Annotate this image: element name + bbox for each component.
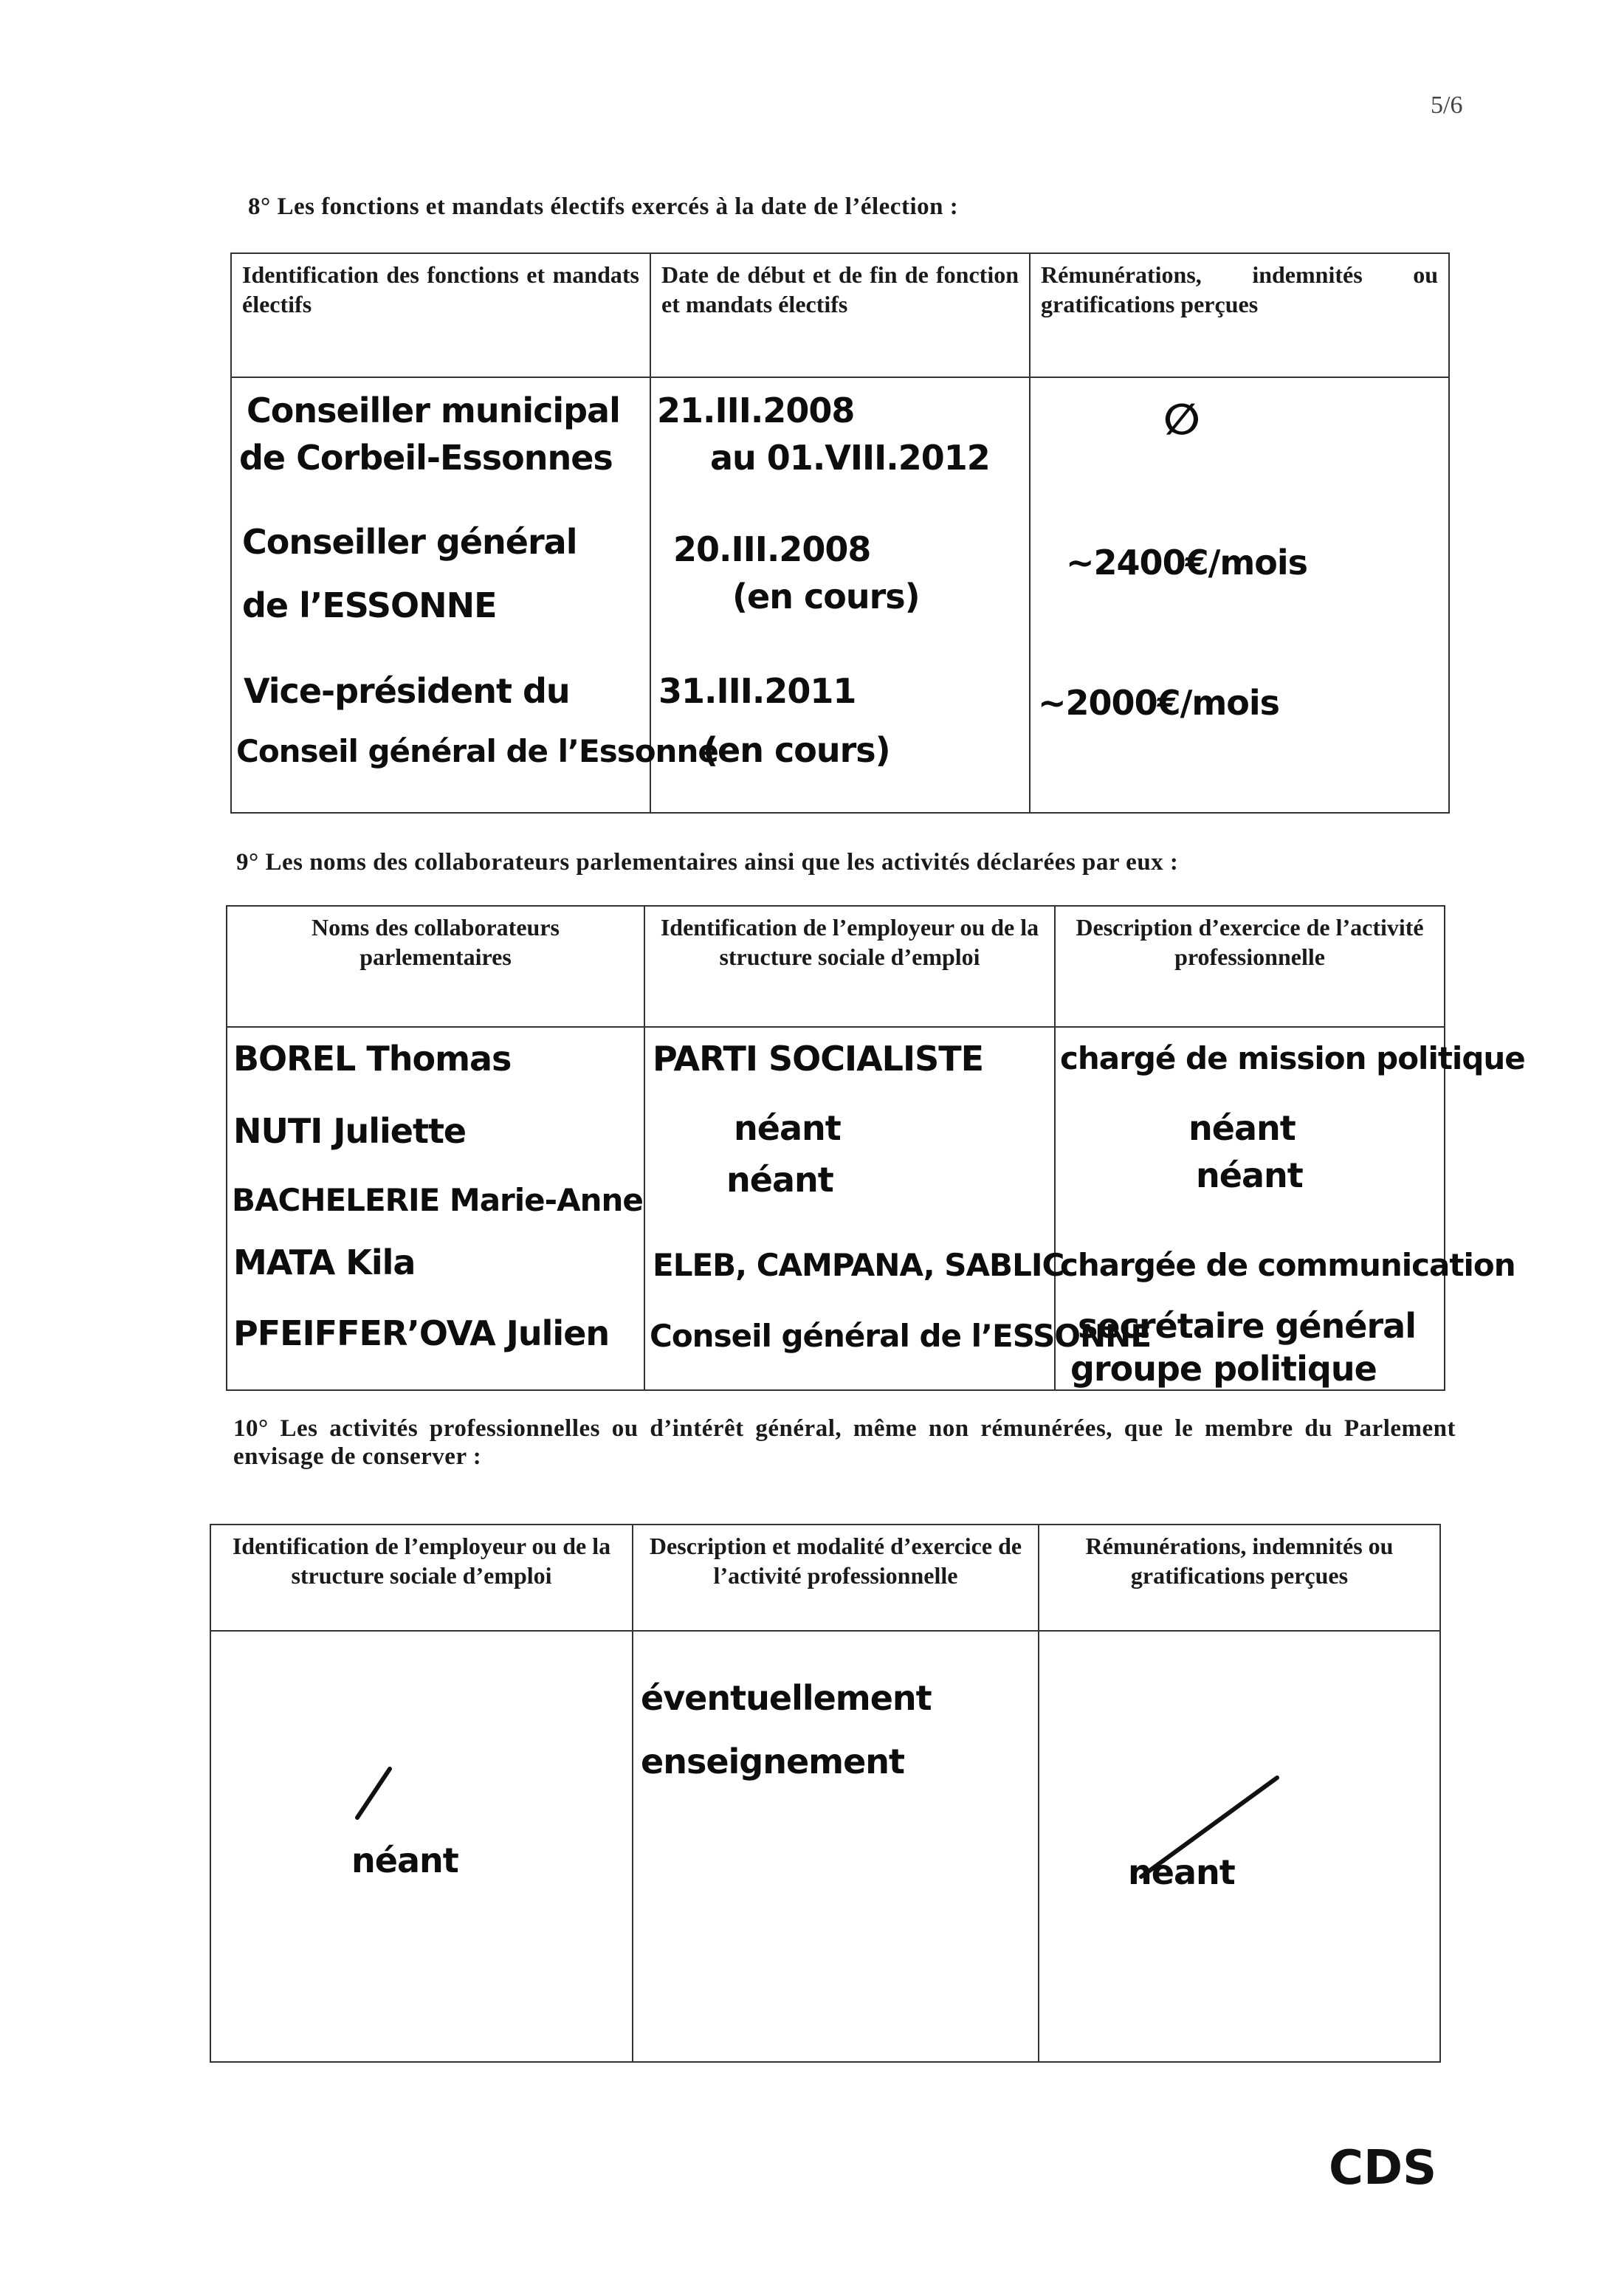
page-number: 5/6 [1431, 92, 1463, 119]
handwritten-entry: MATA Kila [233, 1242, 416, 1282]
table-cell [633, 1631, 1039, 2062]
handwritten-entry: enseignement [641, 1742, 905, 1781]
handwritten-entry: néant [1128, 1852, 1235, 1892]
table-cell [650, 377, 1030, 813]
signature-initials: CDS [1329, 2141, 1437, 2196]
handwritten-entry: ~2000€/mois [1038, 683, 1280, 723]
handwritten-entry: (en cours) [703, 730, 890, 770]
handwritten-entry: secrétaire général [1078, 1306, 1416, 1346]
handwritten-entry: néant [1196, 1155, 1303, 1195]
handwritten-entry: chargé de mission politique [1060, 1040, 1525, 1076]
handwritten-entry: Conseil général de l’Essonne [236, 733, 718, 769]
table-header: Noms des collaborateurs parlementaires [227, 906, 644, 1027]
section-9-table [226, 905, 1525, 1391]
handwritten-entry: de l’ESSONNE [242, 585, 497, 625]
table-header: Description et modalité d’exercice de l’activité professionnelle [633, 1525, 1039, 1631]
handwritten-entry: PFEIFFER’OVA Julien [233, 1313, 610, 1353]
handwritten-entry: néant [734, 1108, 841, 1148]
handwritten-entry: 20.III.2008 [673, 529, 871, 569]
handwritten-entry: néant [1188, 1108, 1296, 1148]
section-10-table [210, 1524, 1441, 2063]
table-header: Date de début et de fin de fonction et mandats électifs [650, 253, 1030, 377]
section-9-title: 9° Les noms des collaborateurs parlementaires ainsi que les activités déclarées par eux : [236, 849, 1179, 876]
table-header: Description d’exercice de l’activité professionnelle [1055, 906, 1445, 1027]
handwritten-entry: néant [351, 1840, 458, 1880]
handwritten-entry: Vice-président du [244, 671, 570, 711]
table-header: Rémunérations, indemnités ou gratifications perçues [1030, 253, 1449, 377]
handwritten-entry: 31.III.2011 [658, 671, 856, 711]
handwritten-entry: Conseiller général [242, 522, 577, 562]
table-cell [227, 1027, 644, 1390]
table-header: Identification des fonctions et mandats électifs [231, 253, 650, 377]
handwritten-entry: 21.III.2008 [657, 391, 855, 430]
section-8-title: 8° Les fonctions et mandats électifs exercés à la date de l’élection : [248, 193, 959, 220]
handwritten-entry: groupe politique [1070, 1349, 1377, 1389]
handwritten-entry: de Corbeil-Essonnes [239, 438, 613, 478]
dash-stroke [351, 1764, 396, 1824]
section-8-table [230, 252, 1450, 814]
table-cell [210, 1631, 633, 2062]
table-cell [1039, 1631, 1440, 2062]
table-header: Identification de l’employeur ou de la structure sociale d’emploi [210, 1525, 633, 1631]
table-header: Rémunérations, indemnités ou gratifications perçues [1039, 1525, 1440, 1631]
table-cell [1030, 377, 1449, 813]
handwritten-entry: chargée de communication [1060, 1247, 1515, 1283]
handwritten-entry: Conseiller municipal [247, 391, 620, 430]
table-cell [231, 377, 718, 813]
section-10-title: 10° Les activités professionnelles ou d’intérêt général, même non rémunérées, que le membre du Parlement envisage de conserver : [233, 1415, 1456, 1470]
handwritten-entry: éventuellement [641, 1678, 932, 1718]
handwritten-entry: BOREL Thomas [233, 1039, 512, 1079]
handwritten-entry: ∅ [1163, 394, 1200, 444]
handwritten-entry: BACHELERIE Marie-Anne [232, 1182, 643, 1218]
table-cell [1055, 1027, 1525, 1390]
table-cell [644, 1027, 1152, 1390]
handwritten-entry: PARTI SOCIALISTE [653, 1039, 984, 1079]
handwritten-entry: (en cours) [732, 577, 920, 616]
handwritten-entry: Conseil général de l’ESSONNE [650, 1318, 1152, 1354]
handwritten-entry: ~2400€/mois [1066, 543, 1308, 582]
handwritten-entry: au 01.VIII.2012 [710, 438, 990, 478]
handwritten-entry: ELEB, CAMPANA, SABLIC [653, 1247, 1064, 1283]
table-header: Identification de l’employeur ou de la structure sociale d’emploi [644, 906, 1055, 1027]
handwritten-entry: néant [726, 1160, 833, 1200]
handwritten-entry: NUTI Juliette [233, 1111, 467, 1151]
